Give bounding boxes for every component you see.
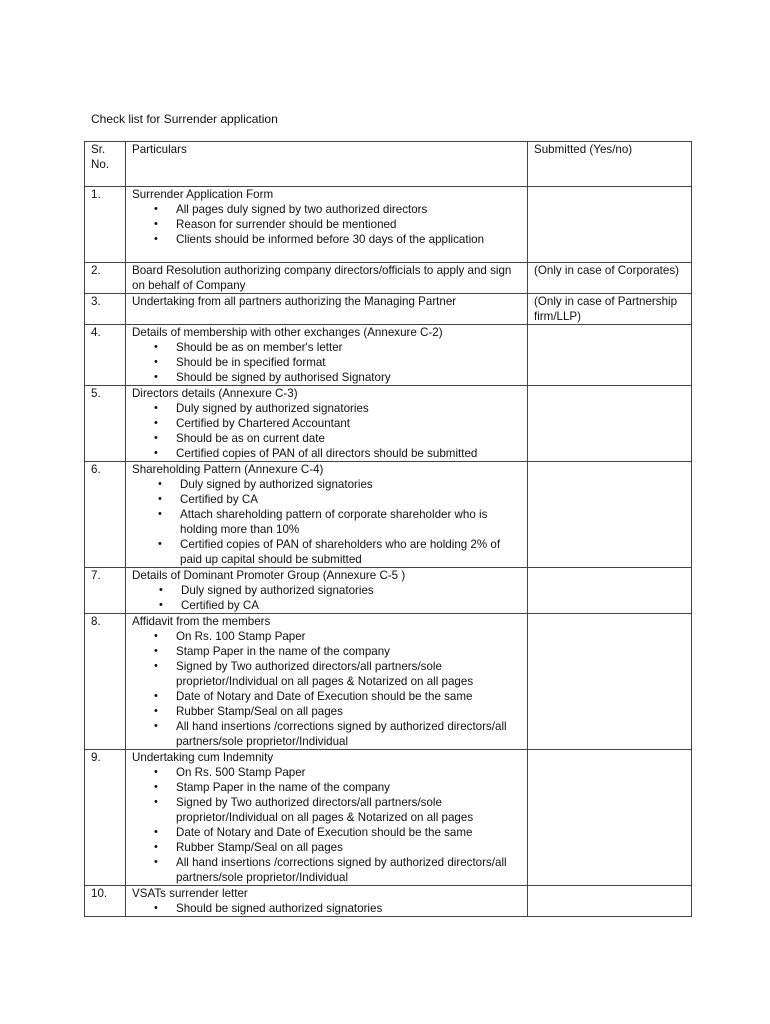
bullet-item: • Certified copies of PAN of shareholders who are holding 2% of paid up capital should be submitted (180, 537, 523, 567)
row-title: Details of Dominant Promoter Group (Annexure C-5 ) (132, 569, 406, 582)
bullet-list (132, 901, 523, 916)
row-title: Board Resolution authorizing company directors/officials to apply and sign on behalf of Company (132, 264, 512, 292)
row-title: Directors details (Annexure C-3) (132, 387, 298, 400)
row-title: Surrender Application Form (132, 188, 274, 201)
bullet-item: • Date of Notary and Date of Execution should be the same (176, 689, 523, 704)
submitted-cell[interactable] (528, 614, 692, 750)
bullet-item: • Clients should be informed before 30 days of the application (176, 232, 523, 247)
bullet-item: • On Rs. 500 Stamp Paper (176, 765, 523, 780)
bullet-item: • Certified copies of PAN of all directors should be submitted (176, 446, 523, 461)
bullet-list (132, 583, 523, 613)
sr-no-cell: 3. (85, 294, 126, 325)
sr-no-cell: 4. (85, 325, 126, 386)
sr-no-cell: 2. (85, 263, 126, 294)
bullet-item: • Should be as on current date (176, 431, 523, 446)
row-title: Undertaking cum Indemnity (132, 751, 274, 764)
particulars-cell (126, 750, 528, 886)
bullet-item: • Certified by CA (181, 598, 523, 613)
bullet-item: • On Rs. 100 Stamp Paper (176, 629, 523, 644)
table-header-row (85, 142, 692, 187)
bullet-item: • Should be in specified format (176, 355, 523, 370)
bullet-item: • Duly signed by authorized signatories (180, 477, 523, 492)
bullet-item: • All pages duly signed by two authorized directors (176, 202, 523, 217)
submitted-cell[interactable]: (Only in case of Partnership firm/LLP) (528, 294, 692, 325)
sr-no-cell: 7. (85, 568, 126, 614)
header-particulars: Particulars (126, 142, 528, 187)
bullet-item: • Duly signed by authorized signatories (181, 583, 523, 598)
bullet-item: • Signed by Two authorized directors/all partners/sole proprietor/Individual on all pages & Notarized on all pages (176, 659, 523, 689)
row-title: Undertaking from all partners authorizing the Managing Partner (132, 295, 457, 308)
bullet-item: • Rubber Stamp/Seal on all pages (176, 704, 523, 719)
sr-no-cell: 6. (85, 462, 126, 568)
bullet-item: • Rubber Stamp/Seal on all pages (176, 840, 523, 855)
bullet-item: • Should be signed by authorised Signatory (176, 370, 523, 385)
particulars-cell (126, 568, 528, 614)
table-row (85, 386, 692, 462)
table-row (85, 462, 692, 568)
bullet-item: • Stamp Paper in the name of the company (176, 644, 523, 659)
bullet-item: • Should be signed authorized signatories (176, 901, 523, 916)
particulars-cell (126, 294, 528, 325)
row-title: Affidavit from the members (132, 615, 271, 628)
table-row (85, 263, 692, 294)
particulars-cell (126, 325, 528, 386)
submitted-cell[interactable] (528, 886, 692, 917)
particulars-cell (126, 187, 528, 263)
row-title: Details of membership with other exchanges (Annexure C-2) (132, 326, 443, 339)
submitted-cell[interactable]: (Only in case of Corporates) (528, 263, 692, 294)
submitted-cell[interactable] (528, 750, 692, 886)
bullet-list (132, 401, 523, 461)
table-row (85, 750, 692, 886)
bullet-list (132, 629, 523, 749)
bullet-list (132, 340, 523, 385)
submitted-cell[interactable] (528, 462, 692, 568)
sr-no-cell: 10. (85, 886, 126, 917)
row-title: VSATs surrender letter (132, 887, 248, 900)
bullet-item: • Certified by Chartered Accountant (176, 416, 523, 431)
submitted-cell[interactable] (528, 568, 692, 614)
bullet-item: • Attach shareholding pattern of corporate shareholder who is holding more than 10% (180, 507, 523, 537)
table-row (85, 886, 692, 917)
bullet-item: • Stamp Paper in the name of the company (176, 780, 523, 795)
bullet-list (132, 202, 523, 247)
submitted-cell[interactable] (528, 386, 692, 462)
submitted-cell[interactable] (528, 325, 692, 386)
table-row (85, 294, 692, 325)
row-title: Shareholding Pattern (Annexure C-4) (132, 463, 324, 476)
sr-no-cell: 8. (85, 614, 126, 750)
particulars-cell (126, 386, 528, 462)
submitted-cell[interactable] (528, 187, 692, 263)
bullet-item: • Certified by CA (180, 492, 523, 507)
header-sr-no: Sr. No. (85, 142, 126, 187)
bullet-item: • Should be as on member's letter (176, 340, 523, 355)
bullet-item: • Reason for surrender should be mentioned (176, 217, 523, 232)
bullet-item: • Signed by Two authorized directors/all partners/sole proprietor/Individual on all pages & Notarized on all pages (176, 795, 523, 825)
particulars-cell (126, 886, 528, 917)
bullet-item: • Date of Notary and Date of Execution should be the same (176, 825, 523, 840)
sr-no-cell: 1. (85, 187, 126, 263)
bullet-item: • All hand insertions /corrections signed by authorized directors/all partners/sole proprietor/Individual (176, 719, 523, 749)
table-row (85, 325, 692, 386)
sr-no-cell: 9. (85, 750, 126, 886)
table-row (85, 614, 692, 750)
table-row (85, 187, 692, 263)
bullet-list (132, 477, 523, 567)
page-title: Check list for Surrender application (91, 112, 278, 126)
bullet-item: • All hand insertions /corrections signed by authorized directors/all partners/sole proprietor/Individual (176, 855, 523, 885)
header-submitted: Submitted (Yes/no) (528, 142, 692, 187)
checklist-table (84, 141, 692, 917)
particulars-cell (126, 462, 528, 568)
particulars-cell (126, 263, 528, 294)
particulars-cell (126, 614, 528, 750)
table-row (85, 568, 692, 614)
sr-no-cell: 5. (85, 386, 126, 462)
bullet-item: • Duly signed by authorized signatories (176, 401, 523, 416)
bullet-list (132, 765, 523, 885)
